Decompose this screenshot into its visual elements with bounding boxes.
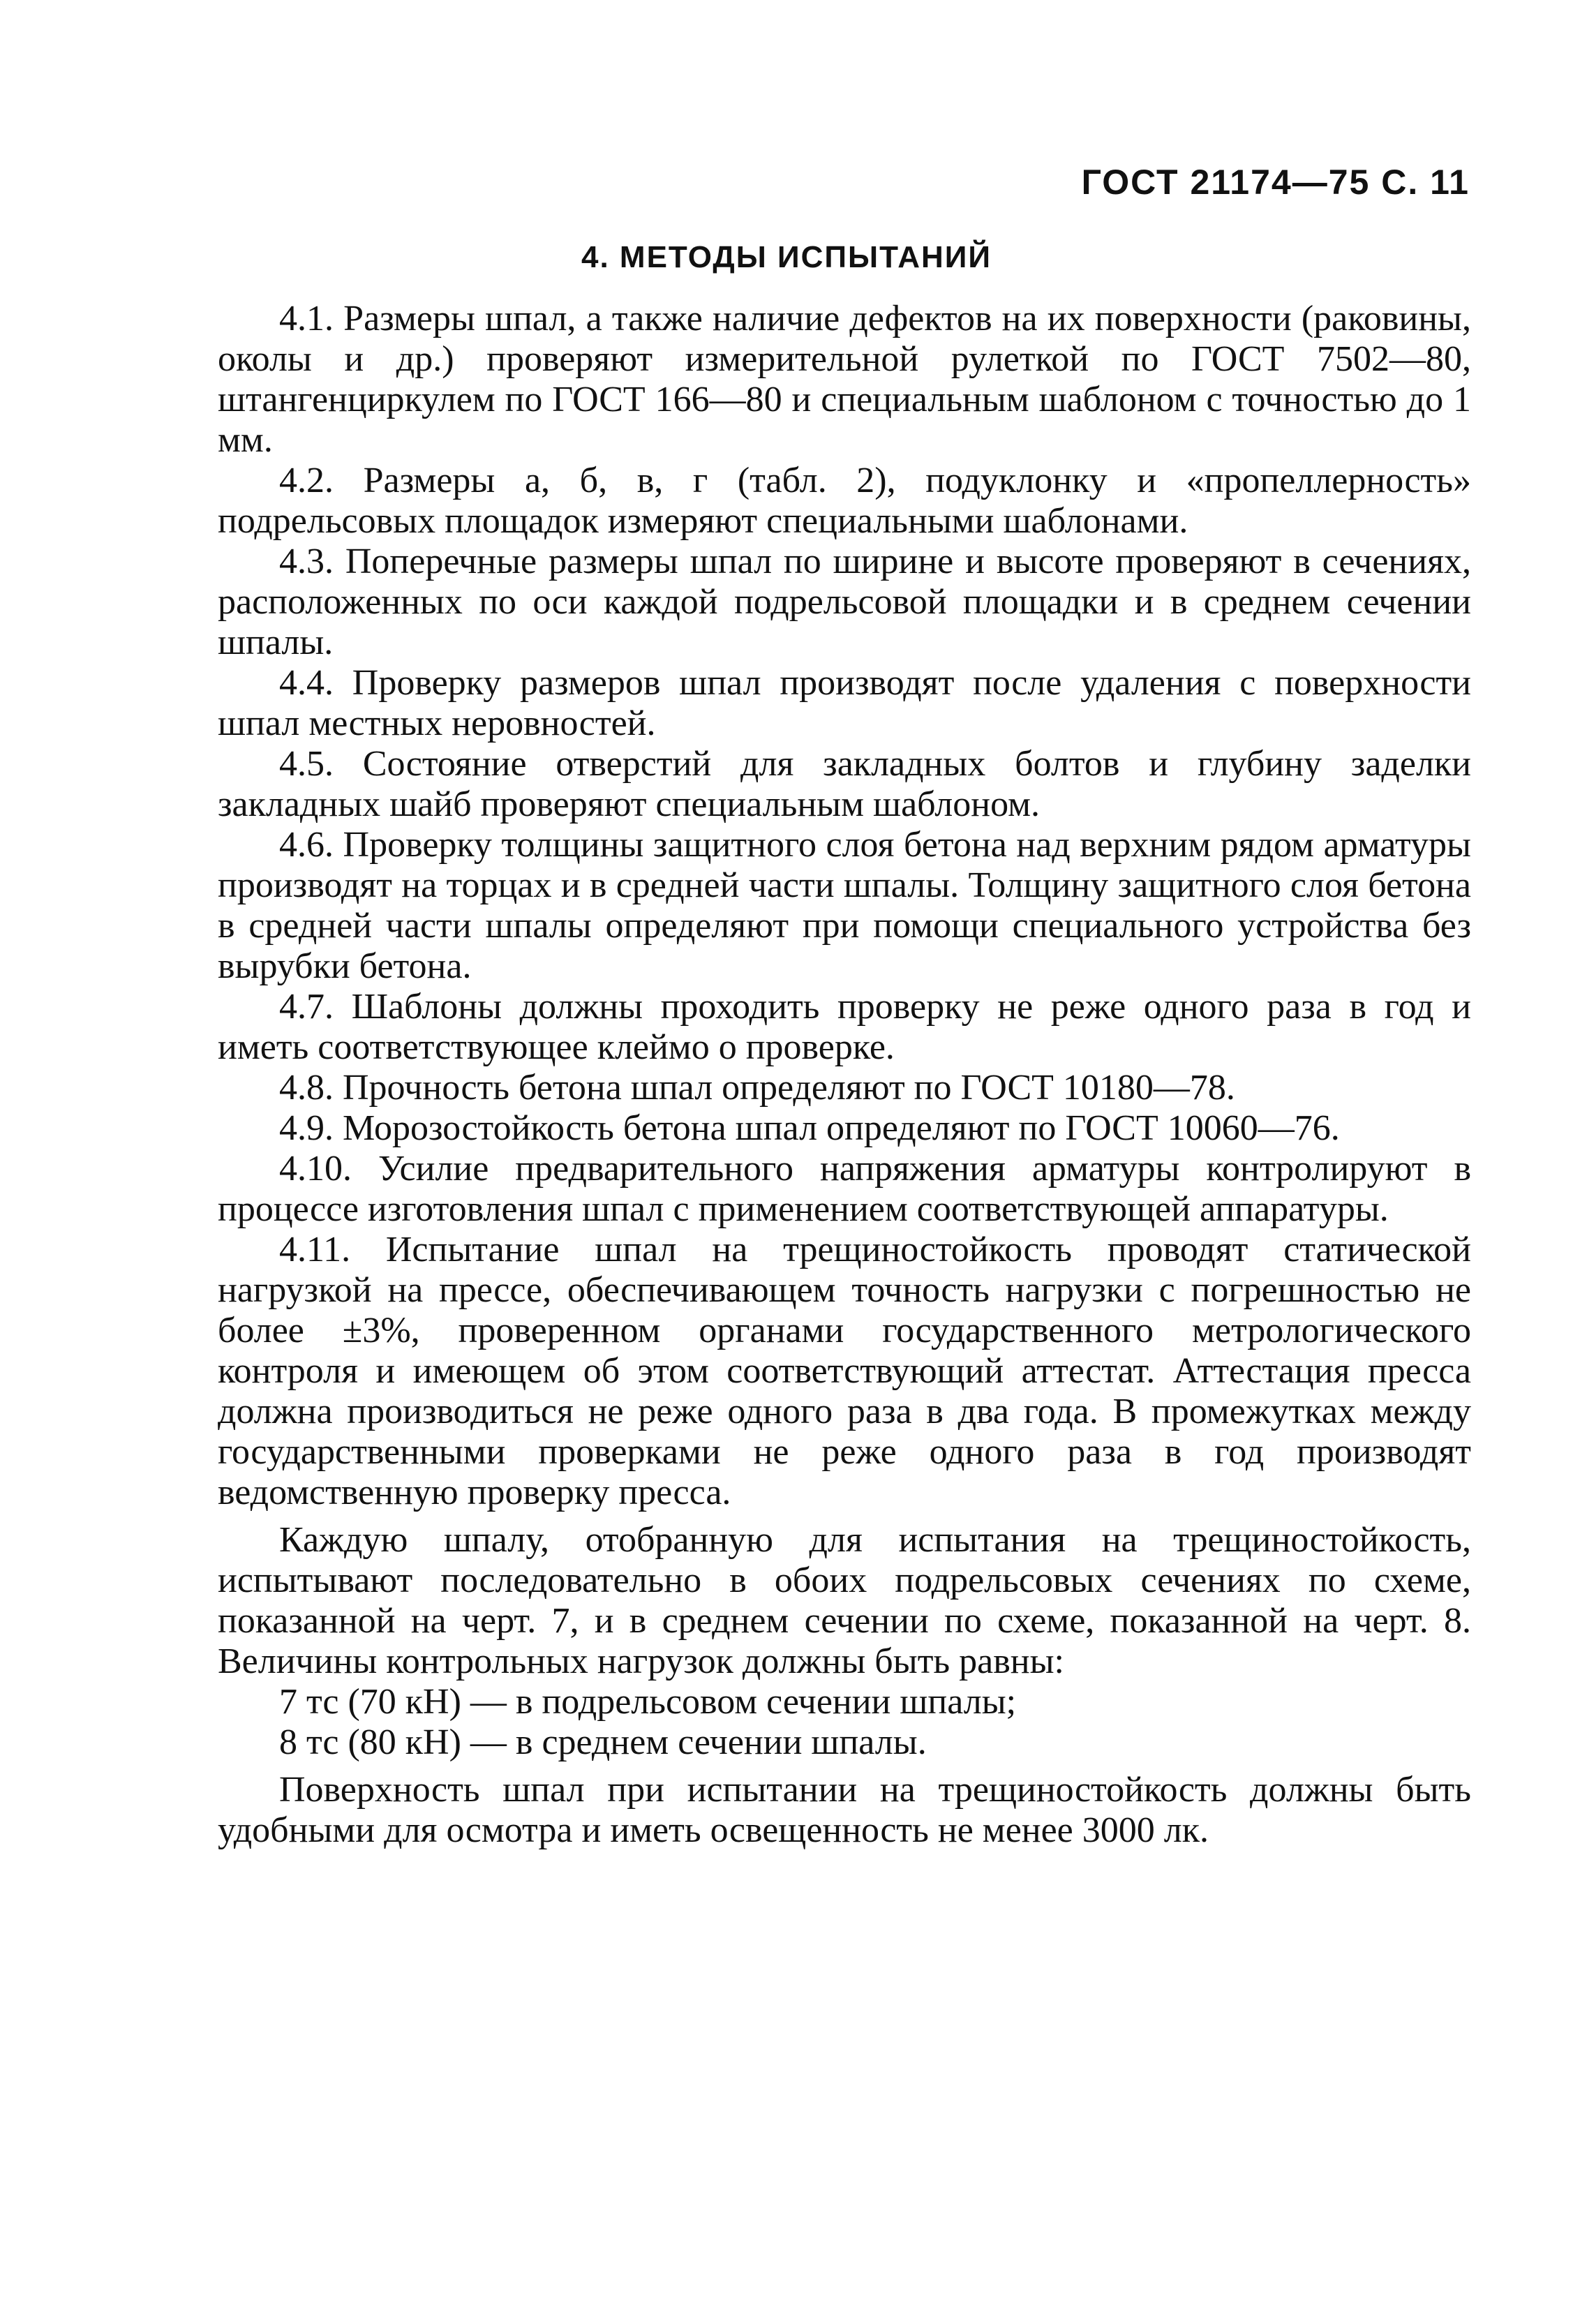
paragraph-4-11: 4.11. Испытание шпал на трещиностойкость проводят статической нагрузкой на прессе, обеспечивающем точность нагрузки с погрешностью не более ±3%, проверенном органами государственного метрологического контроля и имеющем об этом соответствующий аттестат. Аттестация пресса должна производиться не реже одного раза в два года. В промежутках между государственными проверками не реже одного раза в год производят ведомственную проверку пресса. — [218, 1230, 1471, 1512]
body-text — [218, 299, 1471, 1851]
paragraph-load-test: Каждую шпалу, отобранную для испытания на трещиностойкость, испытывают последовательно в обоих подрельсовых сечениях по схеме, показанной на черт. 7, и в среднем сечении по схеме, показанной на черт. 8. Величины контрольных нагрузок должны быть равны: — [218, 1520, 1471, 1681]
running-head: ГОСТ 21174—75 С. 11 — [1081, 163, 1470, 202]
paragraph-4-7: 4.7. Шаблоны должны проходить проверку не реже одного раза в год и иметь соответствующее клеймо о проверке. — [218, 987, 1471, 1067]
load-value-rail-section: 7 тс (70 кН) — в подрельсовом сечении шпалы; — [279, 1682, 1017, 1722]
paragraph-4-4: 4.4. Проверку размеров шпал производят после удаления с поверхности шпал местных неровностей. — [218, 663, 1471, 743]
load-value-middle-section: 8 тс (80 кН) — в среднем сечении шпалы. — [279, 1722, 927, 1762]
paragraph-4-9: 4.9. Морозостойкость бетона шпал определяют по ГОСТ 10060—76. — [279, 1108, 1340, 1148]
paragraph-4-2: 4.2. Размеры а, б, в, г (табл. 2), подуклонку и «пропеллерность» подрельсовых площадок измеряют специальными шаблонами. — [218, 461, 1471, 541]
paragraph-4-1: 4.1. Размеры шпал, а также наличие дефектов на их поверхности (раковины, околы и др.) проверяют измерительной рулеткой по ГОСТ 7502—80, штангенциркулем по ГОСТ 166—80 и специальным шаблоном с точностью до 1 мм. — [218, 299, 1471, 460]
section-title: 4. МЕТОДЫ ИСПЫТАНИЙ — [581, 240, 992, 274]
paragraph-4-5: 4.5. Состояние отверстий для закладных болтов и глубину заделки закладных шайб проверяют специальным шаблоном. — [218, 744, 1471, 824]
paragraph-4-3: 4.3. Поперечные размеры шпал по ширине и высоте проверяют в сечениях, расположенных по оси каждой подрельсовой площадки и в среднем сечении шпалы. — [218, 542, 1471, 662]
paragraph-4-8: 4.8. Прочность бетона шпал определяют по ГОСТ 10180—78. — [279, 1068, 1235, 1108]
paragraph-4-6: 4.6. Проверку толщины защитного слоя бетона над верхним рядом арматуры производят на торцах и в средней части шпалы. Толщину защитного слоя бетона в средней части шпалы определяют при помощи специального устройства без вырубки бетона. — [218, 825, 1471, 986]
paragraph-4-10: 4.10. Усилие предварительного напряжения арматуры контролируют в процессе изготовления шпал с применением соответствующей аппаратуры. — [218, 1149, 1471, 1229]
paragraph-surface-lighting: Поверхность шпал при испытании на трещиностойкость должны быть удобными для осмотра и иметь освещенность не менее 3000 лк. — [218, 1770, 1471, 1850]
